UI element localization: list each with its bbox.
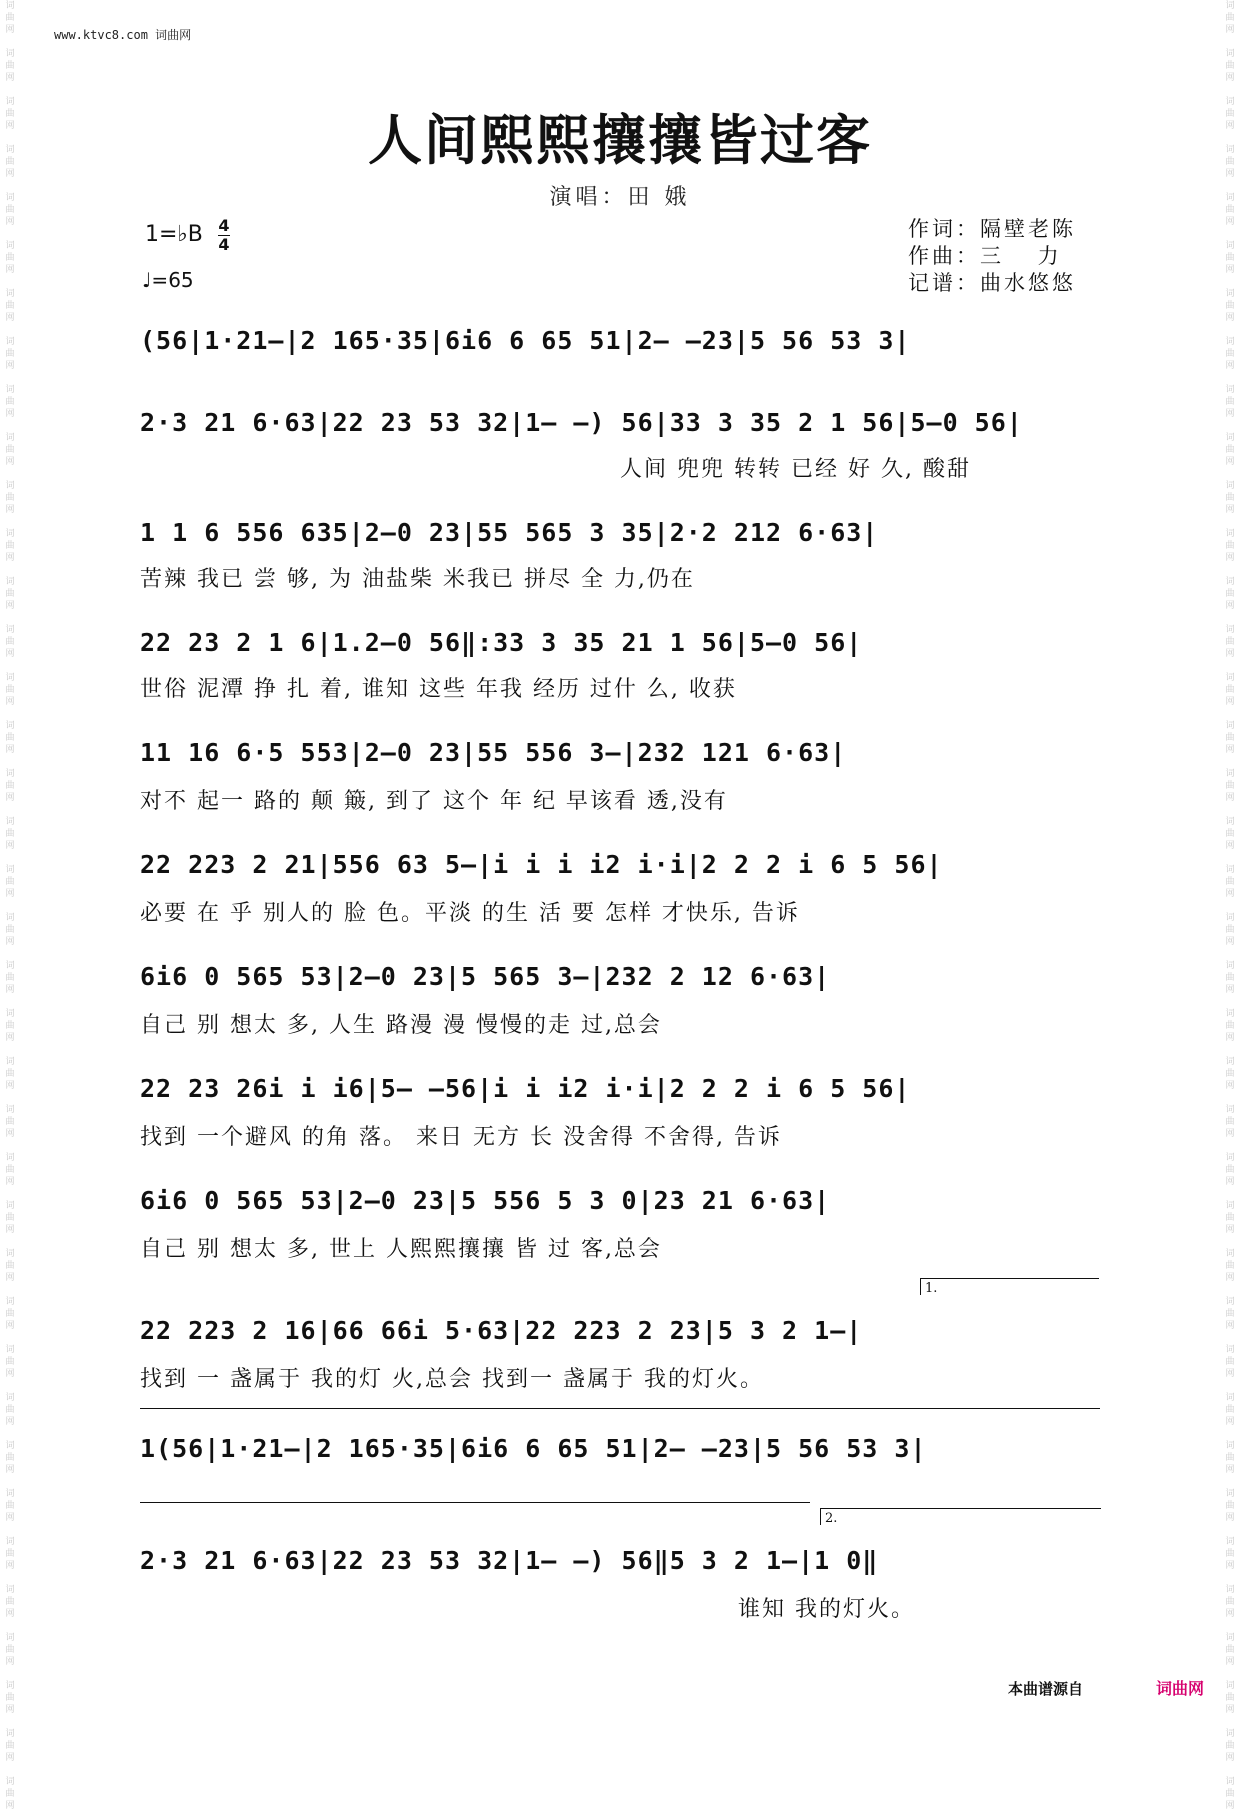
credits-block [908, 216, 1076, 297]
song-title: 人间熙熙攘攘皆过客 [368, 109, 872, 172]
score-line-9: 6i6 0 565 53|2–0 23|5 556 5 3 0|23 21 6·63| [140, 1186, 831, 1215]
section-rule-1 [140, 1408, 1100, 1409]
lyric-line-5: 对不 起一 路的 颠 簸, 到了 这个 年 纪 早该看 透,没有 [140, 789, 728, 814]
lyric-line-6: 必要 在 乎 别人的 脸 色。平淡 的生 活 要 怎样 才快乐, 告诉 [140, 901, 800, 926]
score-line-6: 22 223 2 21|556 63 5–|i i i i2 i·i|2 2 2 i 6 5 56| [140, 850, 943, 879]
score-line-10: 22 223 2 16|66 66i 5·63|22 223 2 23|5 3 2 1–| [140, 1316, 863, 1345]
watermark-left: 词 曲 网 词 曲 网 词 曲 网 词 曲 网 词 曲 网 词 曲 网 词 曲 网 词 曲 网 词 曲 网 词 曲 网 词 曲 网 词 曲 网 词 曲 网 词 曲 网 词 曲 网 词 曲 网 词 曲 网 词 曲 网 词 曲 网 词 曲 网 词 曲 网 词 曲 网 词 曲 网 词 曲 网 词 曲 网 词 曲 网 词 曲 网 词 曲 网 词 曲 网 词 曲 网 词 曲 网 词 曲 网 词 曲 网 词 曲 网 词 曲 网 词 曲 网 词 曲 网 词 曲 网 [5, 1, 15, 1811]
second-ending-bracket: 2. [820, 1508, 1101, 1525]
score-line-3: 1 1 6 556 635|2–0 23|55 565 3 35|2·2 212 6·63| [140, 518, 879, 547]
score-line-1: (56|1·21–|2 165·35|6i6 6 65 51|2– –23|5 56 53 3| [140, 326, 911, 355]
lyric-line-3: 苦辣 我已 尝 够, 为 油盐柴 米我已 拼尽 全 力,仍在 [140, 567, 695, 592]
watermark-right: 词 曲 网 词 曲 网 词 曲 网 词 曲 网 词 曲 网 词 曲 网 词 曲 网 词 曲 网 词 曲 网 词 曲 网 词 曲 网 词 曲 网 词 曲 网 词 曲 网 词 曲 网 词 曲 网 词 曲 网 词 曲 网 词 曲 网 词 曲 网 词 曲 网 词 曲 网 词 曲 网 词 曲 网 词 曲 网 词 曲 网 词 曲 网 词 曲 网 词 曲 网 词 曲 网 词 曲 网 词 曲 网 词 曲 网 词 曲 网 词 曲 网 词 曲 网 词 曲 网 词 曲 网 [1225, 1, 1235, 1811]
site-url[interactable]: www.ktvc8.com 词曲网 [54, 28, 192, 42]
singer-credit: 演唱：田 娥 [549, 185, 691, 210]
score-line-11: 1(56|1·21–|2 165·35|6i6 6 65 51|2– –23|5 56 53 3| [140, 1434, 927, 1463]
lyric-line-9: 自己 别 想太 多, 世上 人熙熙攘攘 皆 过 客,总会 [140, 1237, 662, 1262]
score-line-2: 2·3 21 6·63|22 23 53 32|1– –) 56|33 3 35 2 1 56|5–0 56| [140, 408, 1023, 437]
section-rule-2 [140, 1502, 810, 1503]
lyric-line-10: 找到 一 盏属于 我的灯 火,总会 找到一 盏属于 我的灯火。 [140, 1367, 764, 1392]
time-signature-bottom: 4 [218, 235, 230, 254]
tempo-mark: ♩=65 [142, 268, 194, 292]
transcriber-credit: 记谱：曲水悠悠 [908, 271, 1076, 295]
time-signature-top: 4 [218, 216, 230, 235]
lyric-line-12: 谁知 我的灯火。 [738, 1597, 915, 1622]
source-label: 本曲谱源自 [1008, 1680, 1084, 1698]
lyricist-credit: 作词：隔壁老陈 [908, 217, 1076, 241]
score-line-5: 11 16 6·5 553|2–0 23|55 556 3–|232 121 6·63| [140, 738, 847, 767]
key-signature: 1=♭B [145, 222, 203, 247]
time-signature [218, 218, 230, 253]
source-logo[interactable]: 词曲网 [1156, 1679, 1205, 1698]
lyric-line-2: 人间 兜兜 转转 已经 好 久, 酸甜 [620, 457, 971, 482]
lyric-line-7: 自己 别 想太 多, 人生 路漫 漫 慢慢的走 过,总会 [140, 1013, 662, 1038]
composer-credit: 作曲：三 力 [908, 244, 1062, 268]
lyric-line-8: 找到 一个避风 的角 落。 来日 无方 长 没舍得 不舍得, 告诉 [140, 1125, 782, 1150]
score-line-7: 6i6 0 565 53|2–0 23|5 565 3–|232 2 12 6·63| [140, 962, 831, 991]
first-ending-bracket: 1. [920, 1278, 1099, 1295]
score-line-8: 22 23 26i i i6|5– –56|i i i2 i·i|2 2 2 i 6 5 56| [140, 1074, 911, 1103]
score-line-12: 2·3 21 6·63|22 23 53 32|1– –) 56‖5 3 2 1–|1 0‖ [140, 1546, 879, 1575]
score-line-4: 22 23 2 1 6|1.2–0 56‖:33 3 35 21 1 56|5–0 56| [140, 628, 863, 657]
lyric-line-4: 世俗 泥潭 挣 扎 着, 谁知 这些 年我 经历 过什 么, 收获 [140, 677, 737, 702]
